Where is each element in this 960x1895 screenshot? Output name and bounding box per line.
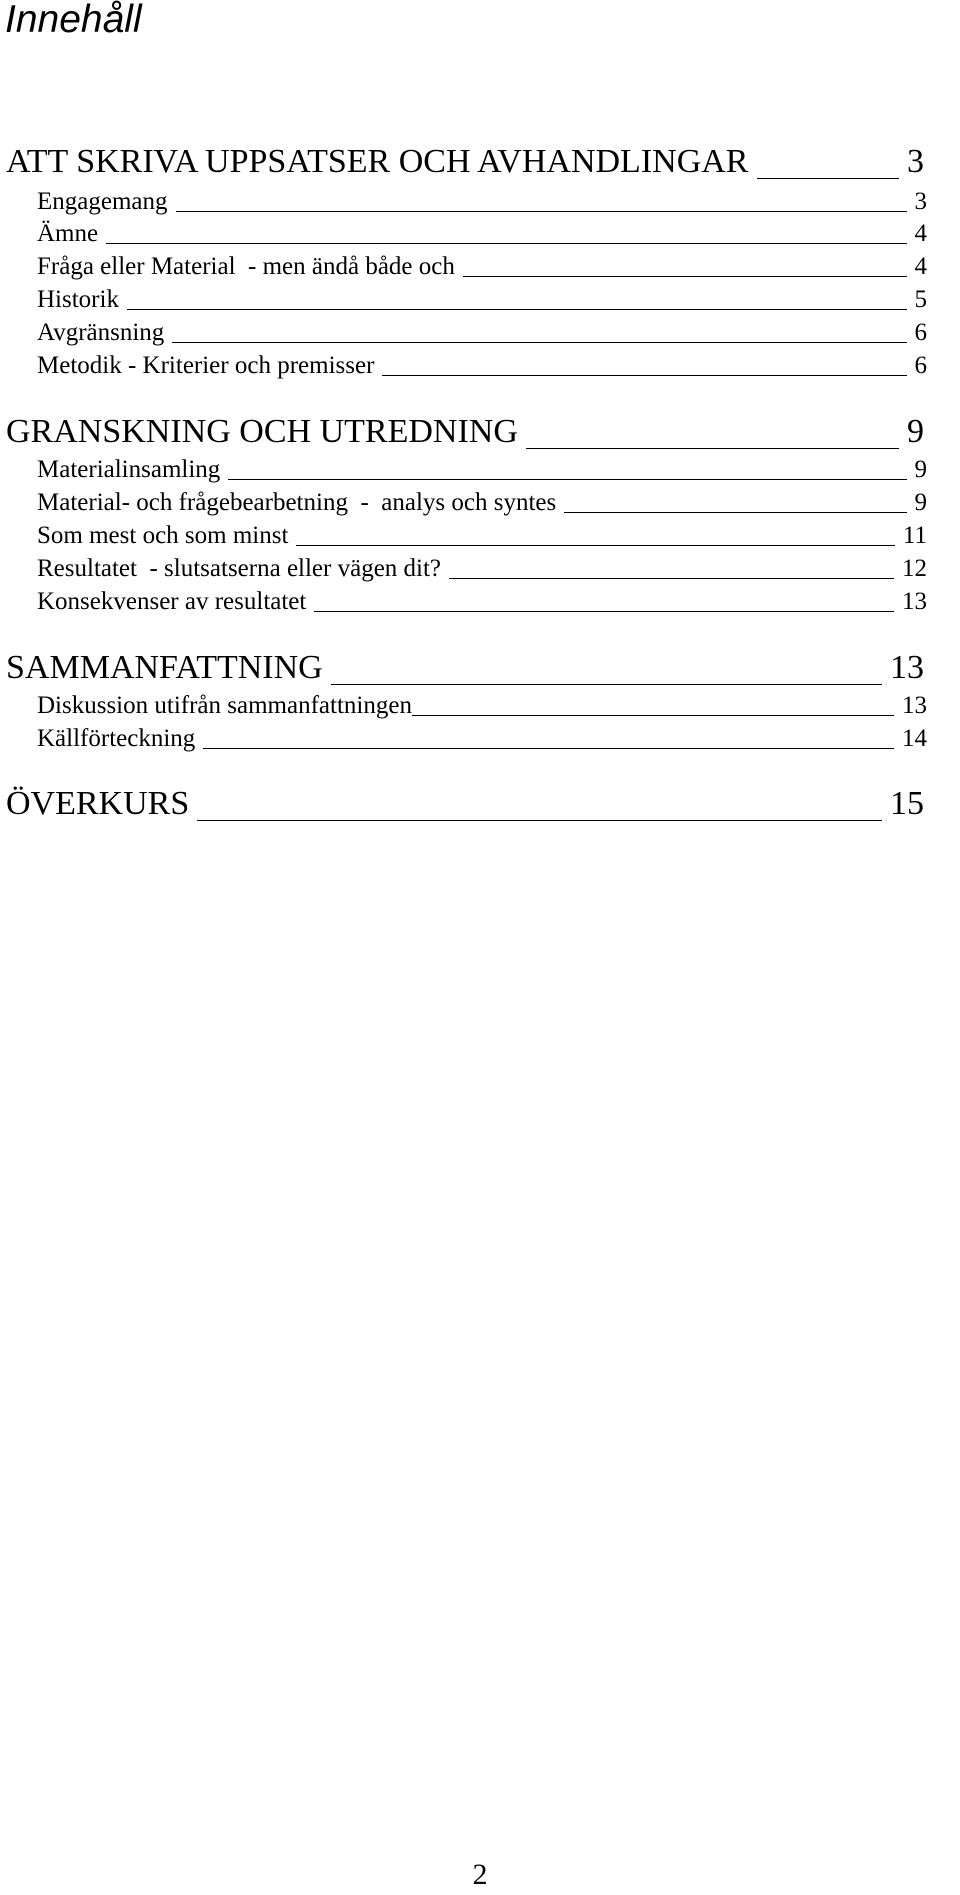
toc-leader-line <box>197 819 882 821</box>
toc-entry-fraga-eller-material[interactable] <box>37 253 927 281</box>
toc-entry-page: 4 <box>914 253 927 280</box>
toc-entry-title: Konsekvenser av resultatet <box>37 588 307 615</box>
toc-entry-title: Historik <box>37 286 119 313</box>
toc-entry-title: Engagemang <box>37 188 168 215</box>
toc-entry-page: 9 <box>914 456 927 483</box>
toc-entry-page: 13 <box>902 692 927 719</box>
toc-leader-line <box>412 714 894 716</box>
toc-entry-page: 13 <box>890 649 924 686</box>
toc-entry-kallforteckning[interactable] <box>37 725 927 753</box>
toc-leader-line <box>564 511 906 513</box>
toc-leader-line <box>203 747 894 749</box>
page-title: Innehåll <box>5 0 142 41</box>
toc-leader-line <box>757 177 900 179</box>
toc-entry-page: 6 <box>914 319 927 346</box>
toc-leader-line <box>331 683 882 685</box>
toc-entry-page: 12 <box>902 555 927 582</box>
toc-entry-title: Metodik - Kriterier och premisser <box>37 352 375 379</box>
toc-entry-page: 3 <box>907 143 924 180</box>
toc-entry-page: 15 <box>890 785 924 822</box>
toc-leader-line <box>106 242 906 244</box>
toc-leader-line <box>228 478 906 480</box>
toc-entry-title: Avgränsning <box>37 319 165 346</box>
toc-entry-resultatet[interactable] <box>37 555 927 583</box>
toc-entry-page: 13 <box>902 588 927 615</box>
toc-entry-page: 6 <box>914 352 927 379</box>
toc-entry-page: 9 <box>907 413 924 450</box>
toc-leader-line <box>172 341 906 343</box>
toc-entry-diskussion[interactable] <box>37 692 927 720</box>
toc-entry-page: 3 <box>914 188 927 215</box>
toc-leader-line <box>463 275 907 277</box>
toc-entry-page: 9 <box>914 489 927 516</box>
toc-entry-materialinsamling[interactable] <box>37 456 927 484</box>
toc-leader-line <box>382 374 906 376</box>
toc-entry-att-skriva[interactable] <box>6 143 924 181</box>
toc-entry-title: Diskussion utifrån sammanfattningen <box>37 692 412 719</box>
toc-entry-historik[interactable] <box>37 286 927 314</box>
toc-leader-line <box>526 447 899 449</box>
toc-leader-line <box>176 210 907 212</box>
toc-leader-line <box>314 610 894 612</box>
toc-entry-title: Resultatet - slutsatserna eller vägen dit? <box>37 555 442 582</box>
page-number: 2 <box>472 1858 488 1891</box>
toc-entry-page: 14 <box>902 725 927 752</box>
toc-entry-page: 4 <box>914 220 927 247</box>
toc-entry-konsekvenser[interactable] <box>37 588 927 616</box>
toc-entry-title: Ämne <box>37 220 99 247</box>
toc-entry-overkurs[interactable] <box>6 785 924 823</box>
toc-entry-title: ATT SKRIVA UPPSATSER OCH AVHANDLINGAR <box>6 143 749 180</box>
toc-entry-title: Material- och frågebearbetning - analys och syntes <box>37 489 557 516</box>
toc-entry-title: GRANSKNING OCH UTREDNING <box>6 413 518 450</box>
toc-entry-sammanfattning[interactable] <box>6 649 924 687</box>
toc-entry-title: SAMMANFATTNING <box>6 649 323 686</box>
toc-leader-line <box>296 544 895 546</box>
toc-entry-avgransning[interactable] <box>37 319 927 347</box>
toc-entry-title: ÖVERKURS <box>6 785 190 822</box>
toc-entry-som-mest[interactable] <box>37 522 927 550</box>
toc-leader-line <box>449 577 894 579</box>
toc-entry-metodik[interactable] <box>37 352 927 380</box>
toc-entry-granskning[interactable] <box>6 413 924 451</box>
toc-entry-title: Fråga eller Material - men ändå både och <box>37 253 455 280</box>
toc-entry-page: 11 <box>902 522 927 549</box>
toc-entry-title: Källförteckning <box>37 725 196 752</box>
toc-entry-engagemang[interactable] <box>37 188 927 216</box>
toc-entry-page: 5 <box>914 286 927 313</box>
toc-entry-amne[interactable] <box>37 220 927 248</box>
toc-entry-title: Materialinsamling <box>37 456 221 483</box>
toc-leader-line <box>127 308 907 310</box>
toc-entry-title: Som mest och som minst <box>37 522 289 549</box>
toc-entry-material-och-fragebearbetning[interactable] <box>37 489 927 517</box>
